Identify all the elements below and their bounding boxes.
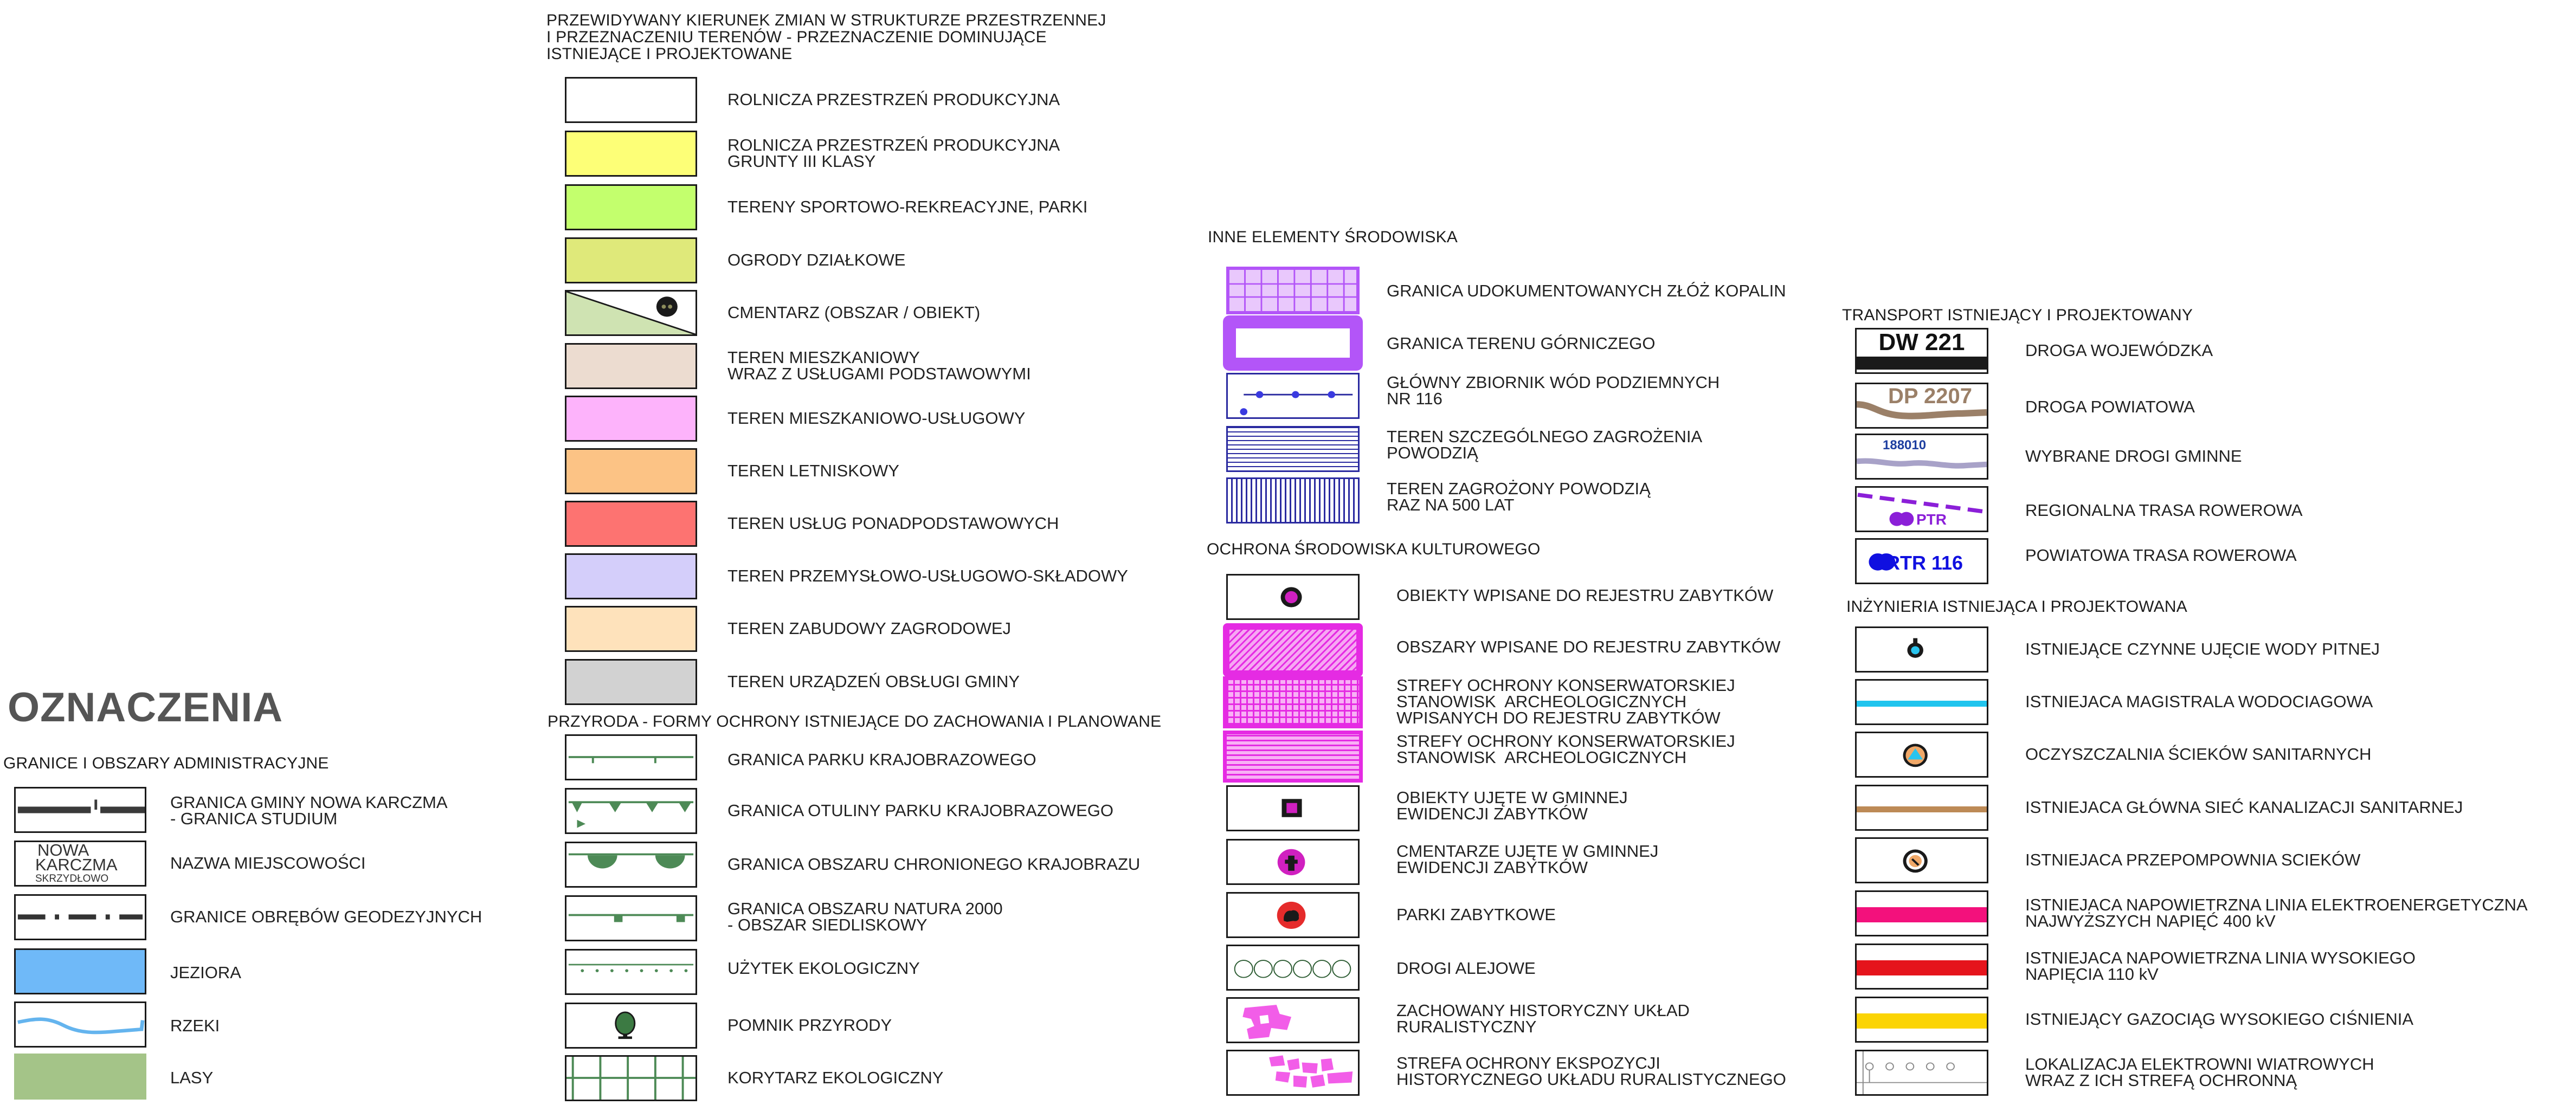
legend-label: TEREN ZABUDOWY ZAGRODOWEJ: [727, 619, 1012, 638]
legend-label: OCZYSZCZALNIA ŚCIEKÓW SANITARNYCH: [2025, 745, 2372, 764]
admin-header: GRANICE I OBSZARY ADMINISTRACYJNE: [3, 754, 329, 772]
rural-layout-icon: [1226, 997, 1360, 1043]
legend-label: WYBRANE DROGI GMINNE: [2025, 447, 2242, 466]
mining-area-icon: [1223, 315, 1363, 371]
road-number: DP 2207: [1888, 384, 1972, 408]
sample-text: SKRZYDŁOWO: [35, 873, 109, 884]
legend-label: UŻYTEK EKOLOGICZNY: [727, 959, 920, 978]
voivodeship-road-icon: [1855, 328, 1988, 374]
legend-label: TEREN SZCZEGÓLNEGO ZAGROŻENIA POWODZIĄ: [1387, 427, 1703, 462]
flood-risk-icon: [1226, 426, 1360, 472]
legend-label: GRANICA OBSZARU CHRONIONEGO KRAJOBRAZU: [727, 855, 1141, 874]
legend-label: LOKALIZACJA ELEKTROWNI WIATROWYCH WRAZ Z ICH STREFĄ OCHRONNĄ: [2025, 1055, 2374, 1090]
county-road-icon: [1855, 383, 1988, 429]
legend-label: ROLNICZA PRZESTRZEŃ PRODUKCYJNA: [727, 90, 1060, 109]
legend-label: DROGA POWIATOWA: [2025, 397, 2195, 416]
route-label: PTR: [1916, 511, 1947, 528]
power-line-400kv-icon: [1855, 890, 1988, 936]
ecological-site-icon: [565, 949, 697, 995]
infrastructure-header: INŻYNIERIA ISTNIEJĄCA I PROJEKTOWANA: [1846, 598, 2187, 616]
legend-label: TERENY SPORTOWO-REKREACYJNE, PARKI: [727, 197, 1088, 216]
legend-label: OGRODY DZIAŁKOWE: [727, 250, 906, 269]
legend-label: ISTNIEJACA NAPOWIETRZNA LINIA WYSOKIEGO NAPIĘCIA 110 kV: [2025, 948, 2416, 984]
legend-label: ISTNIEJACA NAPOWIETRZNA LINIA ELEKTROENERGETYCZNA NAJWYŻSZYCH NAPIĘĆ 400 kV: [2025, 895, 2528, 930]
legend-label: TEREN URZĄDZEŃ OBSŁUGI GMINY: [727, 672, 1020, 691]
legend-label: GRANICA OBSZARU NATURA 2000 - OBSZAR SIEDLISKOWY: [727, 899, 1003, 934]
sample-text: NOWA: [37, 841, 89, 859]
color-swatch: [565, 343, 697, 389]
color-swatch: [565, 501, 697, 547]
legend-label: DROGI ALEJOWE: [1396, 959, 1536, 978]
legend-label: GRANICA PARKU KRAJOBRAZOWEGO: [727, 750, 1036, 769]
legend-label: GRANICE OBRĘBÓW GEODEZYJNYCH: [170, 907, 482, 926]
color-swatch: [565, 131, 697, 177]
water-intake-icon: [1855, 626, 1988, 673]
county-bike-route-icon: [1855, 538, 1988, 584]
legend-label: ISTNIEJĄCE CZYNNE UJĘCIE WODY PITNEJ: [2025, 639, 2380, 658]
legend-label: STREFA OCHRONY EKSPOZYCJI HISTORYCZNEGO UKŁADU RURALISTYCZNEGO: [1396, 1054, 1786, 1089]
rural-exposure-zone-icon: [1226, 1050, 1360, 1096]
registered-archaeology-zone-icon: [1223, 676, 1363, 728]
registered-monument-icon: [1226, 574, 1360, 620]
legend-label: RZEKI: [170, 1016, 220, 1035]
municipal-border-icon: [14, 787, 146, 833]
color-swatch: [565, 396, 697, 442]
legend-label: GŁÓWNY ZBIORNIK WÓD PODZIEMNYCH NR 116: [1387, 373, 1720, 408]
park-buffer-border-icon: [565, 788, 697, 834]
tree-icon: [565, 1003, 697, 1049]
nature-header: PRZYRODA - FORMY OCHRONY ISTNIEJĄCE DO ZACHOWANIA I PLANOWANE: [548, 713, 1162, 731]
environment-header: INNE ELEMENTY ŚRODOWISKA: [1208, 228, 1458, 246]
legend-label: POMNIK PRZYRODY: [727, 1016, 892, 1035]
legend-label: OBSZARY WPISANE DO REJESTRU ZABYTKÓW: [1396, 637, 1781, 656]
survey-border-icon: [14, 894, 146, 940]
legend-label: CMENTARZ (OBSZAR / OBIEKT): [727, 303, 981, 322]
wind-turbines-icon: [1855, 1050, 1988, 1096]
groundwater-reservoir-icon: [1226, 373, 1360, 419]
line-sample: [1857, 907, 1987, 922]
legend-label: REGIONALNA TRASA ROWEROWA: [2025, 501, 2303, 520]
regional-bike-route-icon: [1855, 486, 1988, 532]
forest-icon: [14, 1054, 146, 1100]
landuse-header: PRZEWIDYWANY KIERUNEK ZMIAN W STRUKTURZE PRZESTRZENNEJ I PRZEZNACZENIU TERENÓW - PRZEZNACZENIE DOMINUJĄCE ISTNIEJĄCE I PROJEKTOWANE: [546, 11, 1106, 63]
flood-500-icon: [1226, 477, 1360, 524]
legend-title: OZNACZENIA: [8, 684, 284, 731]
legend-label: PARKI ZABYTKOWE: [1396, 905, 1556, 924]
legend-label: TEREN USŁUG PONADPODSTAWOWYCH: [727, 514, 1059, 533]
legend-label: OBIEKTY UJĘTE W GMINNEJ EWIDENCJI ZABYTKÓW: [1396, 788, 1628, 823]
legend-label: ISTNIEJACA GŁÓWNA SIEĆ KANALIZACJI SANITARNEJ: [2025, 798, 2463, 817]
color-swatch: [565, 237, 697, 283]
color-swatch: [565, 77, 697, 123]
legend-label: STREFY OCHRONY KONSERWATORSKIEJ STANOWISK ARCHEOLOGICZNYCH: [1396, 732, 1735, 767]
line-sample: [1857, 960, 1987, 975]
line-sample: [1857, 806, 1987, 812]
listed-cemetery-icon: [1226, 839, 1360, 885]
legend-label: ISTNIEJACA MAGISTRALA WODOCIAGOWA: [2025, 692, 2373, 711]
legend-label: JEZIORA: [170, 963, 241, 982]
legend-label: GRANICA GMINY NOWA KARCZMA - GRANICA STUDIUM: [170, 793, 448, 828]
landscape-park-border-icon: [565, 734, 697, 780]
color-swatch: [565, 553, 697, 599]
power-line-110kv-icon: [1855, 943, 1988, 990]
transport-header: TRANSPORT ISTNIEJĄCY I PROJEKTOWANY: [1842, 306, 2193, 324]
mineral-deposit-icon: [1226, 267, 1360, 314]
legend-label: ROLNICZA PRZESTRZEŃ PRODUKCYJNA GRUNTY III KLASY: [727, 135, 1060, 171]
protected-landscape-border-icon: [565, 842, 697, 888]
legend-label: OBIEKTY WPISANE DO REJESTRU ZABYTKÓW: [1396, 586, 1774, 605]
historic-park-icon: [1226, 892, 1360, 938]
road-number: 188010: [1883, 438, 1927, 453]
legend-label: ISTNIEJĄCY GAZOCIĄG WYSOKIEGO CIŚNIENIA: [2025, 1010, 2413, 1029]
line-sample: [1857, 1013, 1987, 1029]
road-number: DW 221: [1878, 329, 1965, 356]
pumping-station-icon: [1855, 837, 1988, 883]
legend-label: TEREN MIESZKANIOWO-USŁUGOWY: [727, 409, 1026, 428]
legend-label: KORYTARZ EKOLOGICZNY: [727, 1068, 944, 1087]
municipal-road-icon: [1855, 434, 1988, 480]
legend-label: STREFY OCHRONY KONSERWATORSKIEJ STANOWISK ARCHEOLOGICZNYCH WPISANYCH DO REJESTRU ZABYTKÓW: [1396, 676, 1735, 727]
river-icon: [14, 1001, 146, 1048]
gas-pipeline-icon: [1855, 997, 1988, 1043]
legend-label: GRANICA TERENU GÓRNICZEGO: [1387, 334, 1656, 353]
legend-label: TEREN LETNISKOWY: [727, 461, 899, 480]
lake-icon: [14, 948, 146, 994]
legend-label: NAZWA MIEJSCOWOŚCI: [170, 854, 366, 873]
legend-label: TEREN MIESZKANIOWY WRAZ Z USŁUGAMI PODSTAWOWYMI: [727, 348, 1031, 383]
legend-label: DROGA WOJEWÓDZKA: [2025, 341, 2213, 360]
culture-header: OCHRONA ŚRODOWISKA KULTUROWEGO: [1207, 540, 1541, 558]
water-main-icon: [1855, 679, 1988, 725]
route-label: RTR 116: [1886, 552, 1963, 574]
legend-label: ZACHOWANY HISTORYCZNY UKŁAD RURALISTYCZNY: [1396, 1001, 1690, 1036]
color-swatch: [565, 606, 697, 652]
legend-label: TEREN ZAGROŻONY POWODZIĄ RAZ NA 500 LAT: [1387, 479, 1651, 514]
legend-label: TEREN PRZEMYSŁOWO-USŁUGOWO-SKŁADOWY: [727, 566, 1128, 585]
legend-label: ISTNIEJACA PRZEPOMPOWNIA SCIEKÓW: [2025, 850, 2361, 869]
registered-area-icon: [1223, 623, 1363, 677]
legend-label: LASY: [170, 1068, 214, 1087]
color-swatch: [565, 448, 697, 494]
listed-object-icon: [1226, 785, 1360, 831]
ecological-corridor-icon: [565, 1055, 697, 1101]
sample-text: KARCZMA: [35, 855, 118, 874]
legend-label: GRANICA OTULINY PARKU KRAJOBRAZOWEGO: [727, 801, 1113, 820]
sewage-plant-icon: [1855, 732, 1988, 778]
place-name-icon: [14, 841, 146, 887]
cemetery-icon: [565, 290, 697, 336]
color-swatch: [565, 184, 697, 230]
color-swatch: [565, 659, 697, 705]
legend-label: POWIATOWA TRASA ROWEROWA: [2025, 546, 2297, 565]
sewer-main-icon: [1855, 785, 1988, 831]
natura-2000-border-icon: [565, 895, 697, 941]
line-sample: [1857, 701, 1987, 707]
avenue-icon: [1226, 945, 1360, 991]
archaeology-zone-icon: [1223, 731, 1363, 783]
legend-label: CMENTARZE UJĘTE W GMINNEJ EWIDENCJI ZABYTKÓW: [1396, 842, 1659, 877]
legend-label: GRANICA UDOKUMENTOWANYCH ZŁÓŻ KOPALIN: [1387, 281, 1786, 300]
